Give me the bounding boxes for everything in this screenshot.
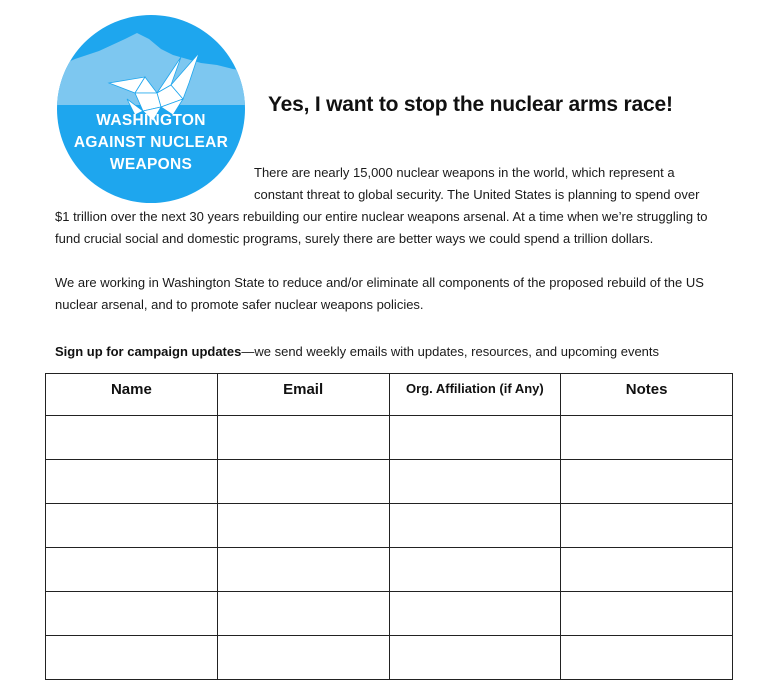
mission-line-1: We are working in Washington State to reduce and/or eliminate all components of the proposed rebuild of the US: [55, 275, 704, 290]
table-row: [46, 504, 733, 548]
cell-name[interactable]: [46, 416, 218, 460]
cell-email[interactable]: [217, 460, 389, 504]
cell-name[interactable]: [46, 460, 218, 504]
table-row: [46, 636, 733, 680]
cell-affiliation[interactable]: [389, 592, 561, 636]
intro-line-4: fund crucial social and domestic programs, surely there are better ways we could spend a trillion dollars.: [55, 231, 654, 246]
cell-notes[interactable]: [561, 460, 733, 504]
signup-prompt-bold: Sign up for campaign updates: [55, 344, 242, 359]
page-headline: Yes, I want to stop the nuclear arms race!: [268, 93, 673, 116]
logo-line-3: WEAPONS: [109, 156, 193, 173]
intro-line-3: $1 trillion over the next 30 years rebuilding our entire nuclear weapons arsenal. At a time when we’re struggling to: [55, 209, 708, 224]
column-header-email: Email: [217, 374, 389, 416]
organization-logo: [57, 15, 245, 203]
cell-notes[interactable]: [561, 636, 733, 680]
table-row: [46, 548, 733, 592]
cell-email[interactable]: [217, 548, 389, 592]
table-row: [46, 416, 733, 460]
cell-affiliation[interactable]: [389, 548, 561, 592]
table-body: [46, 416, 733, 680]
logo-line-2: AGAINST NUCLEAR: [73, 134, 229, 151]
cell-notes[interactable]: [561, 592, 733, 636]
table-row: [46, 592, 733, 636]
cell-email[interactable]: [217, 592, 389, 636]
column-header-notes: Notes: [561, 374, 733, 416]
mission-line-2: nuclear arsenal, and to promote safer nuclear weapons policies.: [55, 297, 424, 312]
cell-name[interactable]: [46, 636, 218, 680]
cell-email[interactable]: [217, 504, 389, 548]
cell-affiliation[interactable]: [389, 416, 561, 460]
column-header-name: Name: [46, 374, 218, 416]
cell-name[interactable]: [46, 548, 218, 592]
table-row: [46, 460, 733, 504]
cell-notes[interactable]: [561, 504, 733, 548]
cell-notes[interactable]: [561, 548, 733, 592]
signup-table: [45, 373, 733, 680]
signup-prompt-rest: —we send weekly emails with updates, resources, and upcoming events: [241, 344, 660, 359]
cell-email[interactable]: [217, 636, 389, 680]
column-header-affiliation: Org. Affiliation (if Any): [389, 374, 561, 416]
intro-line-2: constant threat to global security. The United States is planning to spend over: [254, 187, 700, 202]
cell-notes[interactable]: [561, 416, 733, 460]
cell-affiliation[interactable]: [389, 504, 561, 548]
cell-name[interactable]: [46, 592, 218, 636]
logo-line-1: WASHINGTON: [96, 112, 206, 129]
cell-affiliation[interactable]: [389, 636, 561, 680]
cell-affiliation[interactable]: [389, 460, 561, 504]
table-header-row: [46, 374, 733, 416]
intro-line-1: There are nearly 15,000 nuclear weapons in the world, which represent a: [254, 165, 675, 180]
cell-email[interactable]: [217, 416, 389, 460]
cell-name[interactable]: [46, 504, 218, 548]
signup-prompt: [55, 341, 659, 363]
